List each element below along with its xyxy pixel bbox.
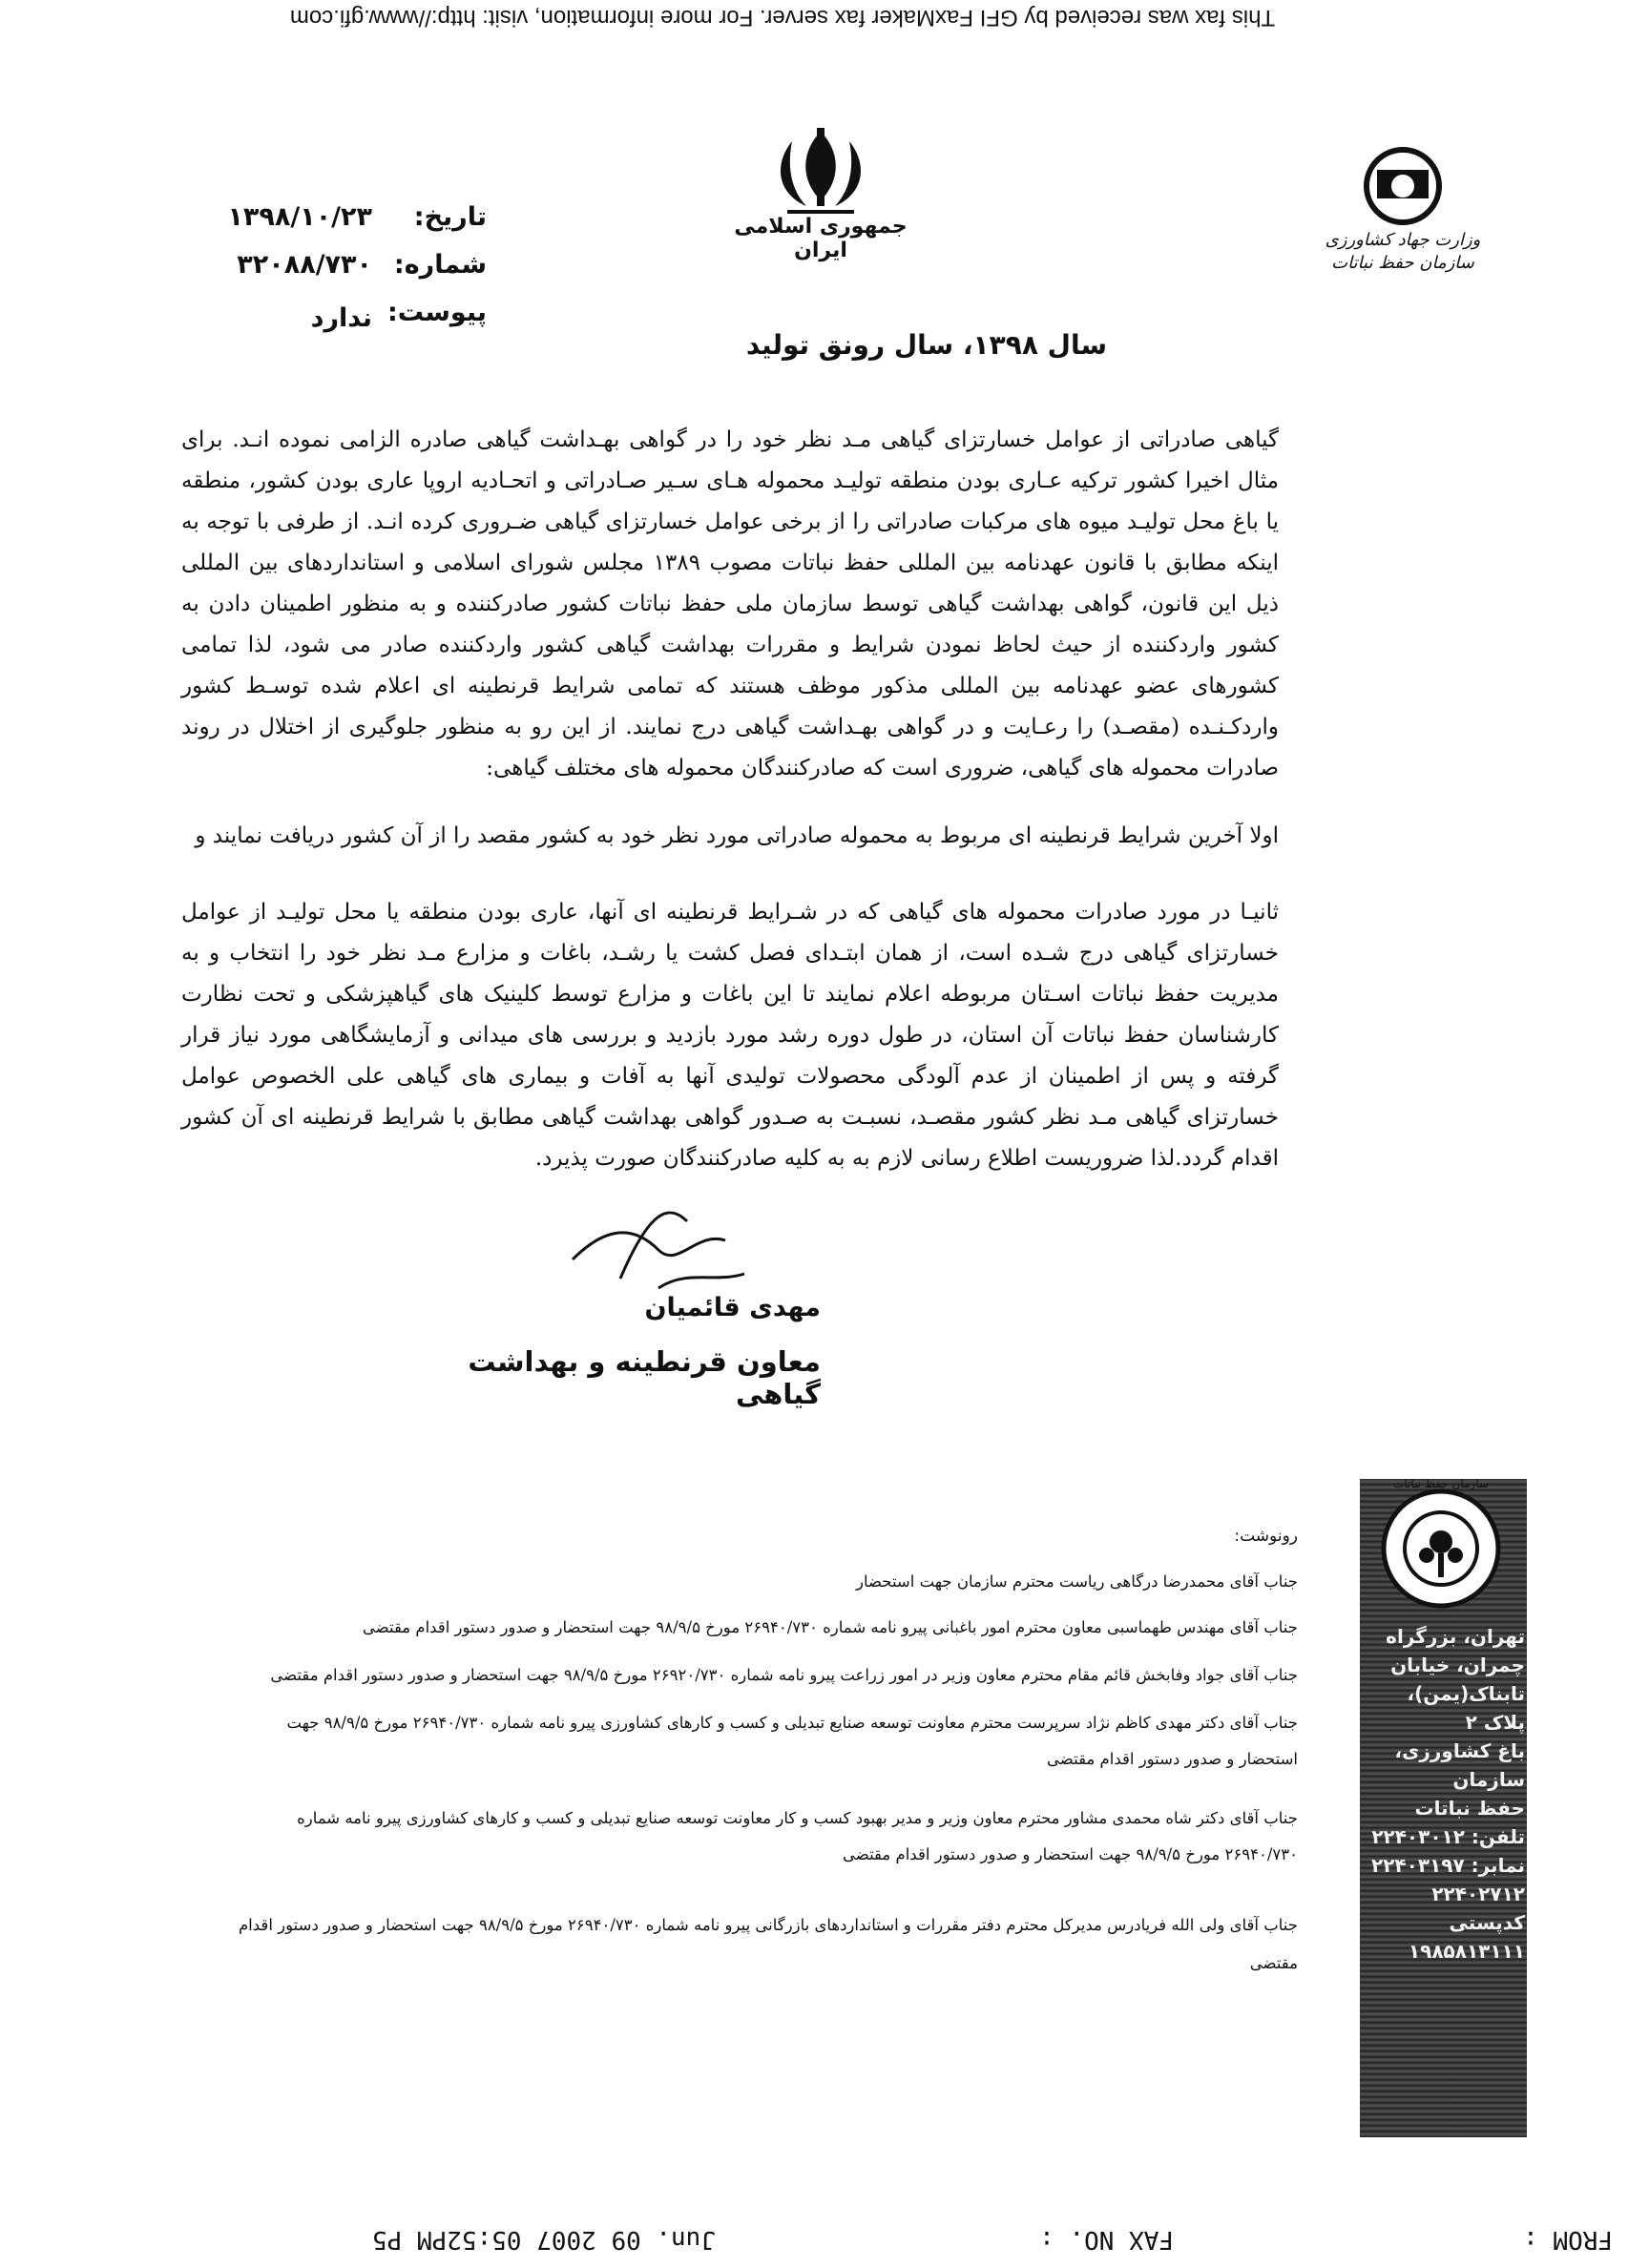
letter-paragraph-2: اولا آخرین شرایط قرنطینه ای مربوط به محموله صادراتی مورد نظر خود به کشور مقصد را از آن کشور دریافت نمایند و xyxy=(195,823,1279,848)
address-line: چمران، خیابان xyxy=(1390,1654,1525,1676)
emblem-caption: جمهوری اسلامی ایران xyxy=(734,215,908,262)
fax-datetime: Jun. 09 2007 05:52PM P5 xyxy=(371,2225,716,2254)
ministry-logo-text: وزارت جهاد کشاورزی سازمان حفظ نباتات xyxy=(1325,230,1481,273)
cc-line-7: ۲۶۹۴۰/۷۳۰ مورخ ۹۸/۹/۵ جهت استحضار و صدور دستور اقدام مقتضی xyxy=(843,1845,1298,1863)
number-value: ۳۲۰۸۸/۷۳۰ xyxy=(237,250,372,280)
address-line: نمابر: ۲۲۴۰۳۱۹۷ xyxy=(1371,1854,1525,1877)
address-line: تابناک(یمن)، پلاک ۲ xyxy=(1407,1682,1525,1734)
cc-line-9: مقتضی xyxy=(1249,1954,1298,1972)
cc-line-2: جناب آقای مهندس طهماسبی معاون محترم امور باغبانی پیرو نامه شماره ۲۶۹۴۰/۷۳۰ مورخ ۹۸/۹/۵ جهت استحضار و صدور دستور اقدام مقتضی xyxy=(362,1618,1298,1636)
number-label: شماره: xyxy=(393,250,487,280)
address-line: باغ کشاورزی، سازمان xyxy=(1394,1739,1525,1791)
letter-paragraph-1: گیاهی صادراتی از عوامل خسارتزای گیاهی مـد نظر خود را در گواهی بهـداشت گیاهی صادره الزامی نموده انـد. برای مثال اخیرا کشور ترکیه عـاری بودن منطقه تولیـد محموله هـای سـیر صـادراتی و اتحـادیه اروپا عاری بودن کشور، منطقه یا باغ محل تولیـد میوه های مرکبات صادراتی را از برخی عوامل خسارتزای گیاهی ضـروری کرده انـد. از طرفی با توجه به اینکه مطابق با قانون عهدنامه بین المللی حفظ نباتات مصوب ۱۳۸۹ مجلس شورای اسلامی و استانداردهای بین المللی ذیل این قانون، گواهی بهداشت گیاهی توسط سازمان ملی حفظ نباتات کشور صادرکننده و به منظور اطمینان دادن به کشور واردکننده از حیث لحاظ نمودن شرایط و مقررات بهداشت گیاهی کشور واردکننده صادر می شود، لذا تمامی کشورهای عضو عهدنامه بین المللی مذکور موظف هستند که تمامی شرایط قرنطینه ای اعلام شده توسـط کشور واردکـنـده (مقصـد) را رعـایت و در گواهی بهـداشت گیاهی درج نمایند. از این رو به منظور جلوگیری از اختلال در روند صادرات محموله های گیاهی، ضروری است که صادرکنندگان محموله های مختلف گیاهی: xyxy=(181,427,1279,780)
year-slogan: سال ۱۳۹۸، سال رونق تولید xyxy=(745,329,1107,361)
date-value: ۱۳۹۸/۱۰/۲۳ xyxy=(227,202,372,232)
seal-org-name: سازمان حفظ نباتات xyxy=(1393,1477,1489,1490)
cc-line-1: جناب آقای محمدرضا درگاهی ریاست محترم سازمان جهت استحضار xyxy=(855,1572,1298,1591)
fax-number: FAX NO. : xyxy=(1039,2225,1174,2254)
address-text xyxy=(1363,1622,1525,1966)
fax-from: FROM : xyxy=(1523,2225,1613,2254)
letter-paragraph-3: ثانیـا در مورد صادرات محموله های گیاهی که در شـرایط قرنطینه ای آنها، عاری بودن منطقه یا محل تولیـد از عوامل خسارتزای گیاهی درج شـده است، از همان ابتـدای فصل کشت یا رشـد، باغات و مزارع مـد نظر خود را انتخاب و به مدیریت حفظ نباتات اسـتان مربوطه اعلام نمایند تا این باغات و مزارع توسط کلینیک های گیاهپزشکی و تحت نظارت کارشناسان حفظ نباتات آن استان، در طول دوره رشد مورد بازدید و بررسی های میدانی و آزمایشگاهی مورد نیاز قرار گرفته و پس از اطمینان از عدم آلودگی محصولات تولیدی آنها به آفات و بیماری های گیاهی علی الخصوص عوامل خسارتزای گیاهی مـد نظر کشور مقصـد، نسبـت به صـدور گواهی بهداشت گیاهی مطابق با شرایط قرنطینه ای آن کشور اقدام گردد.لذا ضروریست اطلاع رسانی لازم به به کلیه صادرکنندگان صورت پذیرد. xyxy=(181,900,1279,1171)
date-label: تاریخ: xyxy=(413,202,487,232)
cc-line-4: جناب آقای دکتر مهدی کاظم نژاد سرپرست محترم معاونت توسعه صنایع تبدیلی و کسب و کارهای کشاورزی پیرو نامه شماره ۲۶۹۴۰/۷۳۰ مورخ ۹۸/۹/۵ جهت xyxy=(286,1714,1298,1732)
address-line: تهران، بزرگراه xyxy=(1386,1625,1525,1648)
handwritten-signature-icon xyxy=(563,1193,754,1307)
address-line: ۱۹۸۵۸۱۳۱۱۱ xyxy=(1408,1940,1525,1963)
cc-line-5: استحضار و صدور دستور اقدام مقتضی xyxy=(1047,1750,1298,1768)
address-line: حفظ نباتات xyxy=(1414,1797,1525,1820)
cc-line-3: جناب آقای جواد وفابخش قائم مقام محترم معاون وزیر در امور زراعت پیرو نامه شماره ۲۶۹۲۰/۷۳۰ مورخ ۹۸/۹/۵ جهت استحضار و صدور دستور اقدام مقتضی xyxy=(270,1666,1298,1684)
attachment-value: ندارد xyxy=(310,303,372,333)
cc-label: رونوشت: xyxy=(1234,1527,1298,1546)
address-line: کدپستی xyxy=(1449,1911,1525,1934)
attachment-label: پیوست: xyxy=(386,298,487,327)
cc-line-8: جناب آقای ولی الله فریادرس مدیرکل محترم دفتر مقررات و استانداردهای بازرگانی پیرو نامه شماره ۲۶۹۴۰/۷۳۰ مورخ ۹۸/۹/۵ جهت استحضار و صدور دستور اقدام xyxy=(238,1916,1298,1934)
fax-header-banner: This fax was received by GFI FaxMaker fax server. For more information, visit: http://www.gfi.com xyxy=(289,5,1276,31)
ppo-seal-icon xyxy=(1379,1487,1503,1611)
cc-line-6: جناب آقای دکتر شاه محمدی مشاور محترم معاون وزیر و مدیر بهبود کسب و کار معاونت توسعه صنایع تبدیلی و کسب و کارهای کشاورزی پیرو نامه شماره xyxy=(297,1809,1298,1827)
address-line: ۲۲۴۰۲۷۱۲ xyxy=(1431,1883,1525,1905)
signatory-title: معاون قرنطینه و بهداشت گیاهی xyxy=(468,1345,821,1410)
fax-footer xyxy=(124,2216,1613,2254)
address-line: تلفن: ۲۲۴۰۳۰۱۲ xyxy=(1371,1825,1525,1848)
signatory-name: مهدی قائمیان xyxy=(644,1293,821,1322)
